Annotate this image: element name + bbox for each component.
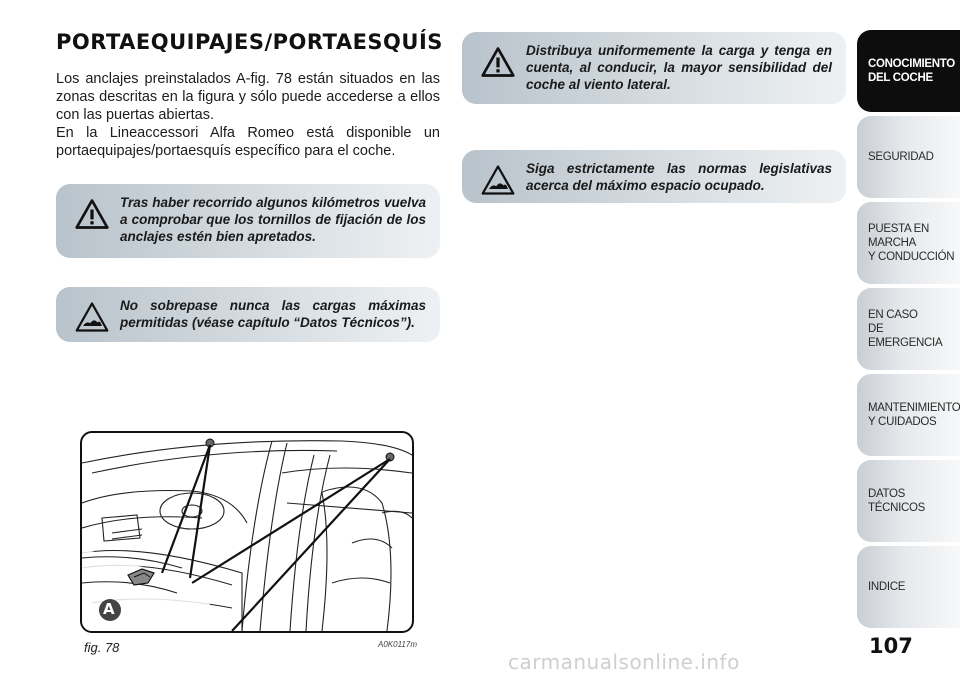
tab-datos-tecnicos[interactable]: DATOS TÉCNICOS <box>857 460 960 542</box>
figure-code: A0K0117m <box>378 640 417 649</box>
tab-mantenimiento[interactable]: MANTENIMIENTO Y CUIDADOS <box>857 374 960 456</box>
warning-box <box>56 184 440 258</box>
figure-78-illustration <box>80 431 414 633</box>
section-title: PORTAEQUIPAJES/PORTAESQUÍS <box>56 30 443 54</box>
warning-text: Distribuya uniformemente la carga y tenga en cuenta, al conducir, la mayor sensibilidad del coche al viento lateral. <box>526 43 832 92</box>
intro-text <box>56 70 440 160</box>
tab-conocimiento-del-coche[interactable]: CONOCIMIENTO DEL COCHE <box>857 30 960 112</box>
environment-triangle-icon <box>480 162 516 198</box>
tab-seguridad[interactable]: SEGURIDAD <box>857 116 960 198</box>
warning-text: No sobrepase nunca las cargas máximas permitidas (véase capítulo “Datos Técnicos”). <box>120 298 426 330</box>
warning-triangle-icon <box>74 196 110 232</box>
page-number: 107 <box>869 634 913 658</box>
warning-triangle-icon <box>480 44 516 80</box>
car-interior-drawing <box>82 433 412 631</box>
tab-en-caso-de-emergencia[interactable]: EN CASO DE EMERGENCIA <box>857 288 960 370</box>
warning-text: Tras haber recorrido algunos kilómetros vuelva a comprobar que los tornillos de fijación de los anclajes estén bien apretados. <box>120 195 426 244</box>
environment-notice-box <box>462 150 846 203</box>
environment-notice-box <box>56 287 440 342</box>
warning-box <box>462 32 846 104</box>
figure-label-a: A <box>103 600 115 618</box>
tab-puesta-en-marcha[interactable]: PUESTA EN MARCHA Y CONDUCCIÓN <box>857 202 960 284</box>
tab-indice[interactable]: INDICE <box>857 546 960 628</box>
environment-triangle-icon <box>74 299 110 335</box>
intro-paragraph: En la Lineaccessori Alfa Romeo está disponible un portaequipajes/portaesquís específico para el coche. <box>56 125 440 159</box>
warning-text: Siga estrictamente las normas legislativas acerca del máximo espacio ocupado. <box>526 161 832 193</box>
intro-paragraph: Los anclajes preinstalados A-fig. 78 están situados en las zonas descritas en la figura y sólo puede accederse a ellos con las puertas abiertas. <box>56 71 440 123</box>
watermark: carmanualsonline.info <box>508 650 740 674</box>
figure-caption: fig. 78 <box>84 640 120 655</box>
